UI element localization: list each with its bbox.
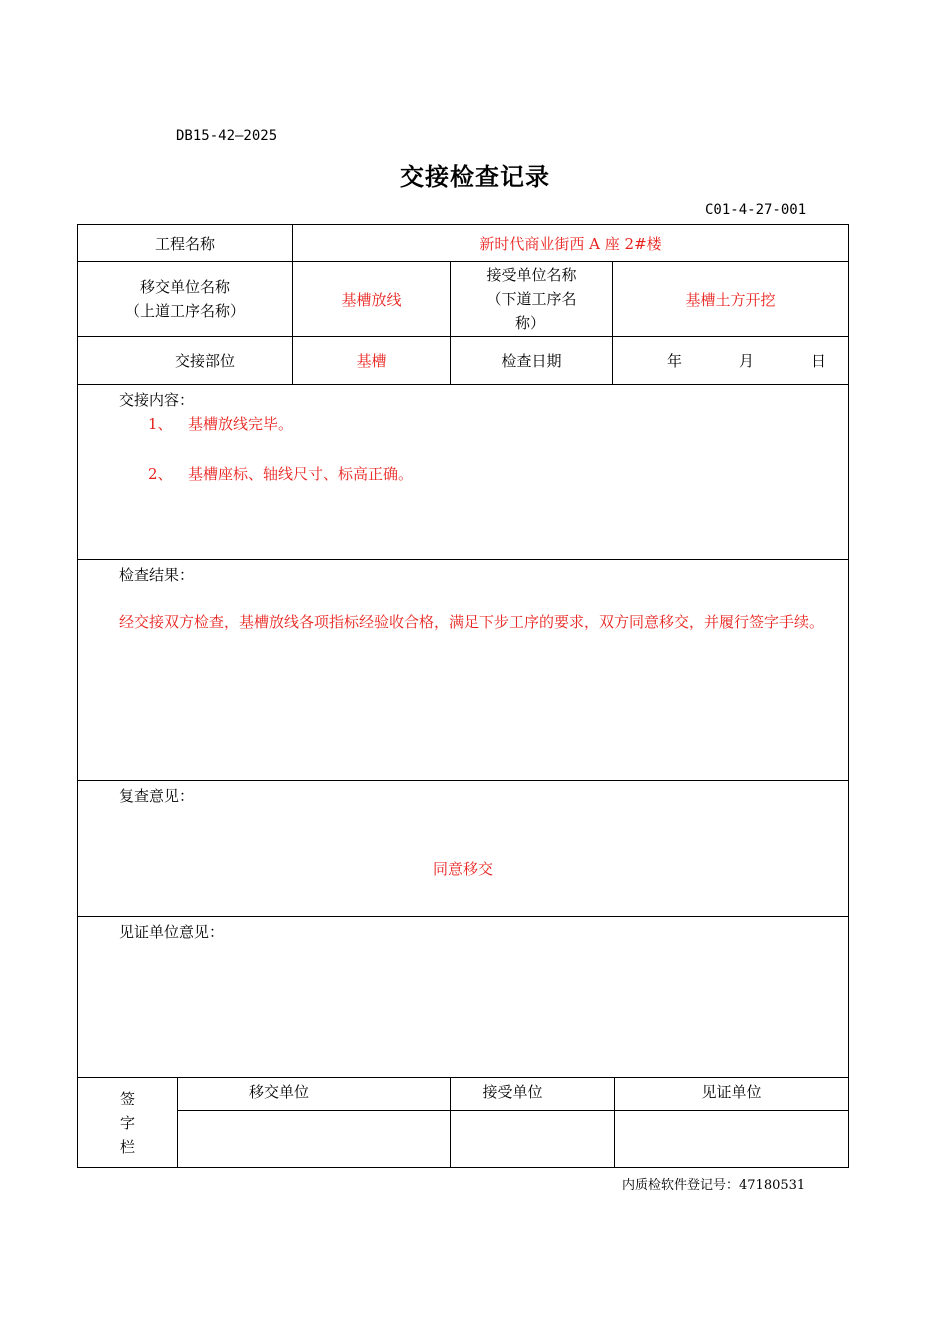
- handover-content-block: [78, 385, 849, 560]
- handover-item-text: 基槽放线完毕。: [188, 415, 294, 433]
- sig-witness-unit-field[interactable]: [615, 1111, 849, 1168]
- row-project-name: [78, 225, 849, 262]
- inspection-date-label: 检查日期: [451, 337, 613, 385]
- handover-item: [148, 413, 293, 434]
- receiving-unit-label: [451, 262, 613, 337]
- handover-location-label: 交接部位: [78, 337, 293, 385]
- date-day: 日: [810, 352, 826, 370]
- sig-handover-unit-field[interactable]: [178, 1111, 451, 1168]
- inspection-result-text: 经交接双方检查，基槽放线各项指标经验收合格，满足下步工序的要求，双方同意移交，并履行签字手续。: [119, 613, 825, 631]
- sig-receiving-unit-field[interactable]: [451, 1111, 615, 1168]
- handover-item: [148, 463, 413, 484]
- row-inspection-result: [78, 560, 849, 781]
- standard-code: DB15-42—2025: [176, 128, 278, 144]
- review-opinion-text: 同意移交: [433, 860, 494, 878]
- signature-label-char: 字: [119, 1113, 135, 1132]
- sig-witness-unit-label: 见证单位: [615, 1078, 849, 1111]
- row-witness-opinion: [78, 917, 849, 1078]
- review-opinion-block: [78, 781, 849, 917]
- date-year: 年: [667, 352, 683, 370]
- signature-column-label: [78, 1078, 178, 1168]
- row-units: [78, 262, 849, 337]
- receiving-unit-label-line2: （下道工序名: [486, 290, 577, 308]
- handover-content-label: 交接内容：: [119, 391, 195, 409]
- signature-label-char: 签: [119, 1089, 135, 1108]
- signature-label-char: 栏: [119, 1137, 135, 1156]
- handover-unit-label-line1: 移交单位名称: [140, 278, 231, 296]
- date-month: 月: [739, 352, 755, 370]
- handover-inspection-form: [77, 224, 849, 1168]
- row-location-date: [78, 337, 849, 385]
- inspection-result-block: [78, 560, 849, 781]
- form-code: C01-4-27-001: [705, 202, 807, 218]
- handover-item-number: 2、: [148, 465, 173, 483]
- project-name-label: 工程名称: [78, 225, 293, 262]
- handover-location-value: 基槽: [293, 337, 451, 385]
- page-title: 交接检查记录: [400, 162, 550, 191]
- review-opinion-label: 复查意见：: [119, 787, 195, 805]
- project-name-value: 新时代商业街西 A 座 2#楼: [293, 225, 849, 262]
- handover-item-number: 1、: [148, 415, 173, 433]
- handover-unit-label-line2: （上道工序名称）: [125, 302, 246, 320]
- sig-handover-unit-label: 移交单位: [178, 1078, 451, 1111]
- receiving-unit-label-line3: 称）: [515, 314, 546, 332]
- row-handover-content: [78, 385, 849, 560]
- witness-opinion-label: 见证单位意见：: [119, 923, 225, 941]
- inspection-date-value: [613, 337, 849, 385]
- witness-opinion-block: [78, 917, 849, 1078]
- receiving-unit-value: 基槽土方开挖: [613, 262, 849, 337]
- handover-unit-label: [78, 262, 293, 337]
- software-registration: 内质检软件登记号：47180531: [622, 1178, 806, 1193]
- row-review-opinion: [78, 781, 849, 917]
- receiving-unit-label-line1: 接受单位名称: [486, 266, 577, 284]
- row-signature-header: [78, 1078, 849, 1111]
- handover-item-text: 基槽座标、轴线尺寸、标高正确。: [188, 465, 414, 483]
- handover-unit-value: 基槽放线: [293, 262, 451, 337]
- row-signature-fields: [78, 1111, 849, 1168]
- sig-receiving-unit-label: 接受单位: [451, 1078, 615, 1111]
- inspection-result-label: 检查结果：: [119, 566, 195, 584]
